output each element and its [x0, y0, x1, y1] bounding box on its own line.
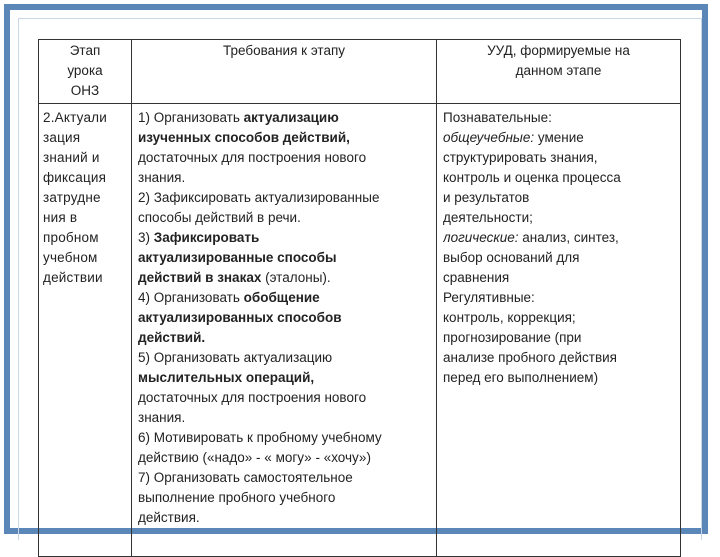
requirement-line-text: 6) Мотивировать к пробному учебному	[138, 430, 382, 445]
stage-cell	[39, 104, 132, 557]
header-stage-line: урока	[67, 63, 103, 78]
header-uud-line: УУД, формируемые на	[487, 43, 630, 58]
requirement-line	[138, 268, 432, 288]
stage-name-line: 2.Актуали	[43, 110, 107, 125]
requirement-line-text: 4) Организовать	[138, 290, 244, 305]
requirement-line	[138, 168, 432, 188]
requirement-line-text: знания.	[138, 170, 186, 185]
uud-line	[443, 228, 676, 248]
uud-line-text: прогнозирование (при	[443, 330, 582, 345]
uud-line-text: выбор оснований для	[443, 250, 580, 265]
requirements-list	[138, 108, 432, 556]
requirement-line	[138, 508, 432, 528]
requirement-line-text: (эталоны).	[261, 270, 331, 285]
uud-line-text: структурировать знания,	[443, 150, 598, 165]
requirement-line	[138, 408, 432, 428]
uud-line	[443, 328, 676, 348]
requirement-line-text: действию («надо» - « могу» - «хочу»)	[138, 450, 371, 465]
uud-line-text: контроль, коррекция;	[443, 310, 576, 325]
uud-line-text: анализе пробного действия	[443, 350, 617, 365]
uud-line	[443, 188, 676, 208]
stage-name-line: пробном	[43, 230, 99, 245]
requirement-line-text: 5) Организовать актуализацию	[138, 350, 333, 365]
uud-line	[443, 268, 676, 288]
header-uud-line: данном этапе	[515, 63, 602, 78]
requirement-line-text: 7) Организовать самостоятельное	[138, 470, 353, 485]
requirement-line-text: способы действий в речи.	[138, 210, 301, 225]
header-uud	[437, 40, 681, 104]
uud-line	[443, 248, 676, 268]
requirement-line-text: мыслительных операций,	[138, 370, 315, 385]
requirement-line	[138, 428, 432, 448]
requirement-line-text: Зафиксировать	[153, 230, 260, 245]
uud-line	[443, 288, 676, 308]
uud-line-text: сравнения	[443, 270, 510, 285]
requirement-line-text: актуализацию	[243, 110, 339, 125]
stage-name-line: действии	[43, 270, 103, 285]
requirement-line-text: актуализированные способы	[138, 250, 337, 265]
uud-line	[443, 128, 676, 148]
requirement-line-text: 2) Зафиксировать актуализированные	[138, 190, 380, 205]
header-row	[39, 40, 681, 104]
requirement-line-text: действия.	[138, 510, 200, 525]
lesson-stage-table	[38, 39, 681, 557]
uud-cell	[437, 104, 681, 557]
uud-line	[443, 308, 676, 328]
uud-line-text: логические:	[443, 230, 519, 245]
requirement-line-text: достаточных для построения нового	[138, 150, 367, 165]
requirement-line-text: действий.	[138, 330, 206, 345]
requirement-line	[138, 468, 432, 488]
requirement-line-text: достаточных для построения нового	[138, 390, 367, 405]
requirement-line	[138, 488, 432, 508]
requirement-line-text: актуализированных способов	[138, 310, 342, 325]
uud-line-text: контроль и оценка процесса	[443, 170, 621, 185]
requirements-cell	[132, 104, 437, 557]
header-stage	[39, 40, 132, 104]
stage-name-line: фиксация	[43, 170, 107, 185]
requirement-line	[138, 248, 432, 268]
stage-name-line: ния в	[43, 210, 78, 225]
header-requirements-label: Требования к этапу	[222, 43, 346, 58]
requirement-line-text: действий в знаках	[138, 270, 262, 285]
uud-line-text: умение	[534, 130, 584, 145]
requirement-line	[138, 308, 432, 328]
uud-line	[443, 348, 676, 368]
stage-name-line: учебном	[43, 250, 98, 265]
requirement-line	[138, 288, 432, 308]
uud-line-text: Познавательные:	[443, 110, 552, 125]
uud-list	[443, 108, 676, 556]
requirement-line	[138, 228, 432, 248]
requirement-line	[138, 328, 432, 348]
requirement-line	[138, 368, 432, 388]
uud-line-text: общеучебные:	[443, 130, 535, 145]
uud-line	[443, 168, 676, 188]
uud-line-text: и результатов	[443, 190, 530, 205]
requirement-line-text: выполнение пробного учебного	[138, 490, 336, 505]
requirement-line	[138, 188, 432, 208]
uud-line-text: Регулятивные:	[443, 290, 535, 305]
uud-line-text: анализ, синтез,	[518, 230, 619, 245]
uud-line	[443, 148, 676, 168]
requirement-line-text: знания.	[138, 410, 186, 425]
uud-line	[443, 368, 676, 388]
requirement-line	[138, 148, 432, 168]
stage-name-line: затрудне	[43, 190, 101, 205]
uud-line-text: перед его выполнением)	[443, 370, 599, 385]
stage-name	[43, 108, 127, 288]
requirement-line	[138, 128, 432, 148]
body-row	[39, 104, 681, 557]
uud-line-text: деятельности;	[443, 210, 533, 225]
stage-name-line: зация	[43, 130, 81, 145]
requirement-line	[138, 108, 432, 128]
requirement-line	[138, 348, 432, 368]
uud-line	[443, 108, 676, 128]
requirement-line-text: 1) Организовать	[138, 110, 244, 125]
requirement-line-text: 3)	[138, 230, 154, 245]
requirement-line	[138, 208, 432, 228]
stage-name-line: знаний и	[43, 150, 100, 165]
requirement-line	[138, 388, 432, 408]
uud-line	[443, 208, 676, 228]
requirement-line-text: изученных способов действий,	[138, 130, 350, 145]
header-stage-line: ОНЗ	[70, 83, 100, 98]
requirement-line	[138, 448, 432, 468]
requirement-line-text: обобщение	[243, 290, 320, 305]
header-stage-line: Этап	[69, 43, 101, 58]
header-requirements	[132, 40, 437, 104]
